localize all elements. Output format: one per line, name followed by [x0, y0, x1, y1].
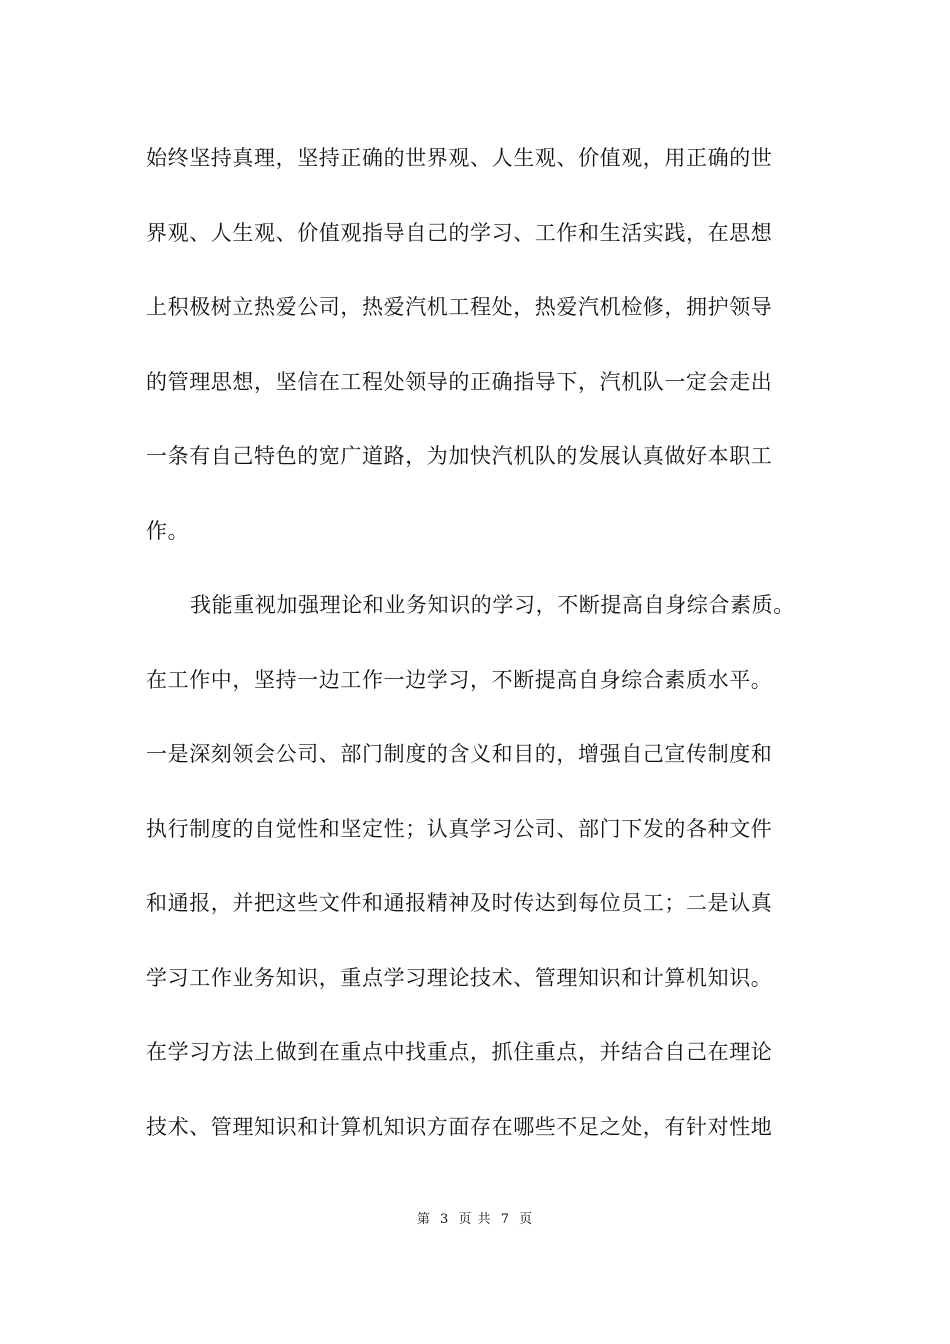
text-line: 在学习方法上做到在重点中找重点，抓住重点，并结合自己在理论 — [146, 1040, 773, 1064]
text-line: 技术、管理知识和计算机知识方面存在哪些不足之处，有针对性地 — [146, 1114, 773, 1139]
text-line: 一是深刻领会公司、部门制度的含义和目的，增强自己宣传制度和 — [146, 742, 773, 766]
text-line: 始终坚持真理，坚持正确的世界观、人生观、价值观，用正确的世 — [146, 146, 773, 170]
text-line: 作。 — [146, 518, 190, 543]
text-line: 上积极树立热爱公司，热爱汽机工程处，热爱汽机检修，拥护领导 — [146, 295, 773, 319]
paragraph-start-line: 我能重视加强理论和业务知识的学习，不断提高自身综合素质。 — [190, 593, 795, 617]
footer-prefix: 第 — [416, 1212, 431, 1227]
body-text — [146, 135, 816, 1178]
footer-middle: 页 共 — [458, 1212, 492, 1227]
page-footer — [0, 1208, 950, 1227]
footer-suffix: 页 — [519, 1212, 534, 1227]
text-line: 在工作中，坚持一边工作一边学习，不断提高自身综合素质水平。 — [146, 667, 773, 692]
current-page-number: 3 — [440, 1212, 450, 1227]
text-line: 一条有自己特色的宽广道路，为加快汽机队的发展认真做好本职工 — [146, 444, 773, 468]
text-line: 和通报，并把这些文件和通报精神及时传达到每位员工；二是认真 — [146, 891, 773, 915]
text-line: 执行制度的自觉性和坚定性；认真学习公司、部门下发的各种文件 — [146, 816, 773, 841]
text-line: 的管理思想，坚信在工程处领导的正确指导下，汽机队一定会走出 — [146, 369, 773, 394]
text-line: 学习工作业务知识，重点学习理论技术、管理知识和计算机知识。 — [146, 965, 773, 990]
text-line: 界观、人生观、价值观指导自己的学习、工作和生活实践，在思想 — [146, 220, 773, 245]
total-pages-number: 7 — [500, 1212, 510, 1227]
